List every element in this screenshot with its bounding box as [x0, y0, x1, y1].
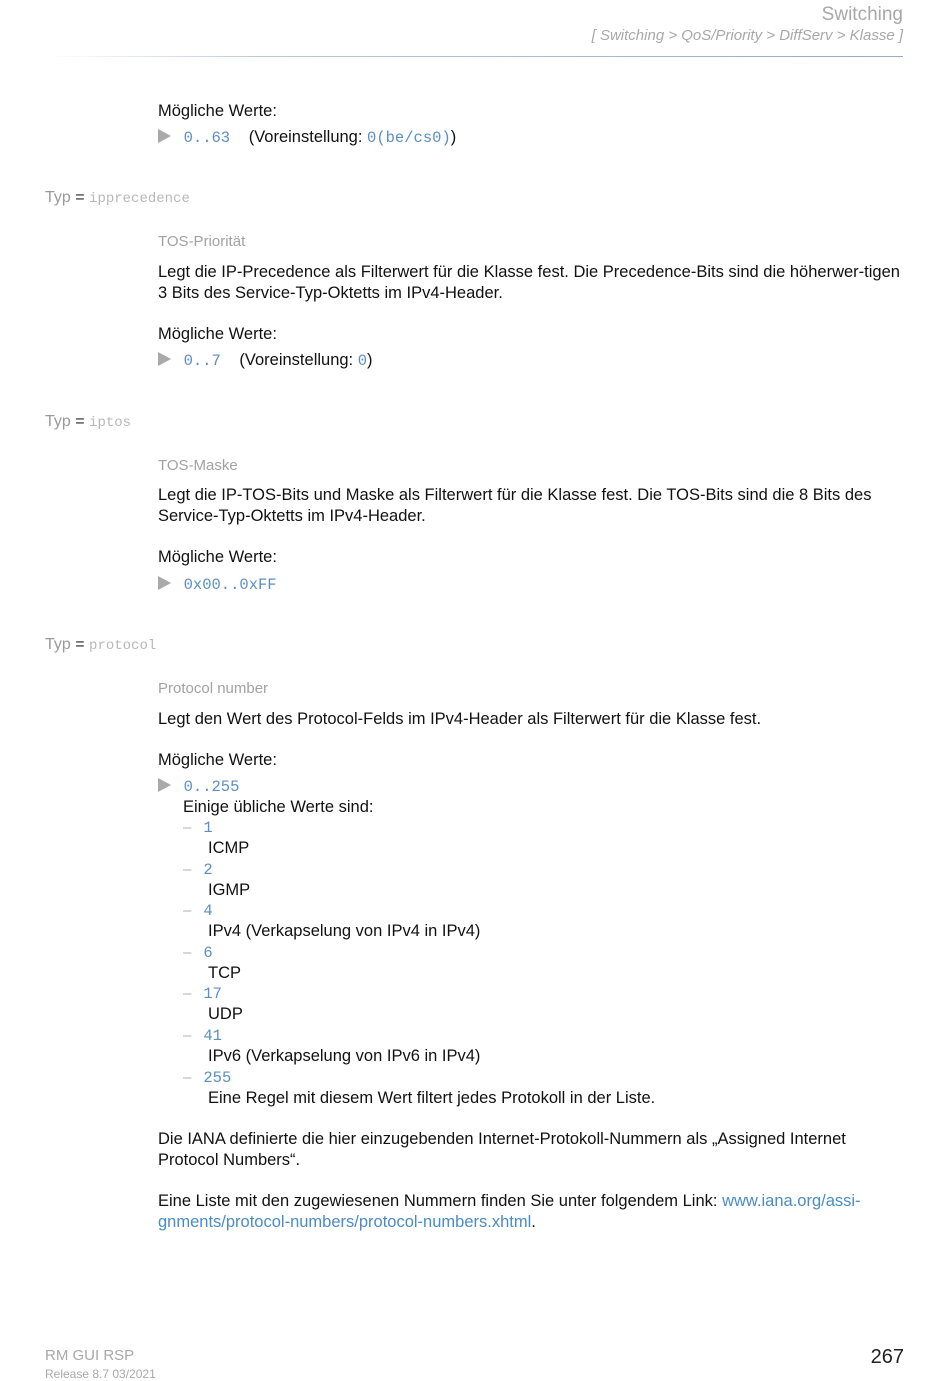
typ-equals: =	[75, 189, 85, 206]
typ-equals: =	[75, 636, 85, 653]
protocol-description: TCP	[208, 963, 241, 982]
list-item	[183, 818, 903, 860]
link-suffix: .	[531, 1213, 536, 1231]
protocol-description: ICMP	[208, 839, 250, 857]
protocol-description: IPv4 (Verkapselung von IPv4 in IPv4)	[208, 922, 481, 941]
iana-protocol-numbers-link[interactable]: www.iana.org/assi-gnments/protocol-numbers/protocol-numbers.xhtml	[158, 1192, 861, 1231]
dash-bullet-icon: –	[183, 1026, 192, 1044]
field-label: Protocol number	[158, 680, 269, 697]
list-item	[183, 1026, 903, 1068]
typ-label: Typ	[45, 636, 71, 653]
value-range-item	[158, 776, 239, 798]
triangle-bullet-icon	[158, 129, 171, 143]
typ-label: Typ	[45, 189, 71, 206]
header-title: Switching	[821, 4, 903, 25]
protocol-value: 4	[203, 902, 213, 921]
default-value: 0	[357, 352, 368, 370]
common-values-list	[183, 818, 903, 1109]
typ-label: Typ	[45, 413, 71, 430]
range-value: 0..7	[183, 352, 221, 370]
typ-heading-protocol	[45, 636, 156, 654]
typ-heading-iptos	[45, 413, 131, 431]
typ-value: protocol	[89, 638, 157, 654]
default-suffix: )	[367, 351, 373, 369]
possible-values-label: Mögliche Werte:	[158, 102, 277, 120]
dash-bullet-icon: –	[183, 1068, 192, 1086]
dash-bullet-icon: –	[183, 985, 192, 1003]
value-range-item	[158, 350, 373, 372]
dash-bullet-icon: –	[183, 860, 192, 878]
possible-values-label: Mögliche Werte:	[158, 548, 277, 566]
field-label: TOS-Maske	[158, 457, 238, 474]
protocol-description: IPv6 (Verkapselung von IPv6 in IPv4)	[208, 1046, 481, 1065]
range-value: 0..255	[183, 778, 240, 796]
list-item	[183, 1068, 903, 1110]
typ-heading-ipprecedence	[45, 189, 190, 207]
value-range-item	[158, 574, 277, 596]
range-value: 0x00..0xFF	[183, 576, 277, 594]
triangle-bullet-icon	[158, 352, 171, 366]
typ-equals: =	[75, 413, 85, 430]
field-description: Legt die IP-TOS-Bits und Maske als Filterwert für die Klasse fest. Die TOS-Bits sind die 8 Bits des Service-Typ-Oktetts im IPv4-Header.	[158, 486, 872, 525]
triangle-bullet-icon	[158, 576, 171, 590]
default-prefix: (Voreinstellung:	[248, 128, 368, 146]
link-intro: Eine Liste mit den zugewiesenen Nummern finden Sie unter folgendem Link:	[158, 1192, 723, 1210]
typ-value: ipprecedence	[89, 191, 190, 207]
protocol-value: 2	[203, 860, 213, 879]
footer-doc-name: RM GUI RSP	[45, 1347, 135, 1364]
protocol-value: 1	[203, 819, 213, 837]
footer-release: Release 8.7 03/2021	[45, 1367, 156, 1381]
possible-values-label: Mögliche Werte:	[158, 751, 277, 769]
default-value: 0(be/cs0)	[367, 129, 451, 147]
protocol-value: 6	[203, 943, 213, 962]
value-range-item	[158, 127, 456, 149]
dash-bullet-icon: –	[183, 819, 192, 836]
triangle-bullet-icon	[158, 778, 171, 792]
dash-bullet-icon: –	[183, 902, 192, 920]
protocol-value: 255	[203, 1068, 232, 1087]
protocol-description: UDP	[208, 1005, 243, 1024]
typ-value: iptos	[89, 415, 132, 431]
page-number: 267	[870, 1346, 904, 1368]
protocol-value: 41	[203, 1026, 222, 1045]
field-description: Legt die IP-Precedence als Filterwert für die Klasse fest. Die Precedence-Bits sind die höherwer-tigen 3 Bits des Service-Typ-Oktetts im IPv4-Header.	[158, 263, 900, 302]
default-suffix: )	[450, 128, 457, 146]
dash-bullet-icon: –	[183, 943, 192, 961]
possible-values-label: Mögliche Werte:	[158, 325, 277, 343]
header-divider	[47, 56, 903, 57]
common-values-intro: Einige übliche Werte sind:	[183, 798, 374, 816]
protocol-value: 17	[203, 985, 222, 1004]
list-item	[183, 943, 903, 985]
list-item	[183, 901, 903, 943]
protocol-description: Eine Regel mit diesem Wert filtert jedes Protokoll in der Liste.	[208, 1088, 656, 1107]
iana-note: Die IANA definierte die hier einzugebenden Internet-Protokoll-Nummern als „Assigned Internet Protocol Numbers“.	[158, 1130, 846, 1169]
protocol-description: IGMP	[208, 880, 251, 899]
range-value: 0..63	[183, 129, 231, 147]
default-prefix: (Voreinstellung:	[239, 351, 358, 369]
field-description: Legt den Wert des Protocol-Felds im IPv4-Header als Filterwert für die Klasse fest.	[158, 710, 762, 728]
link-paragraph	[158, 1191, 903, 1233]
list-item	[183, 860, 903, 902]
list-item	[183, 984, 903, 1026]
field-label: TOS-Priorität	[158, 233, 246, 250]
breadcrumb: [ Switching > QoS/Priority > DiffServ > Klasse ]	[591, 27, 903, 44]
